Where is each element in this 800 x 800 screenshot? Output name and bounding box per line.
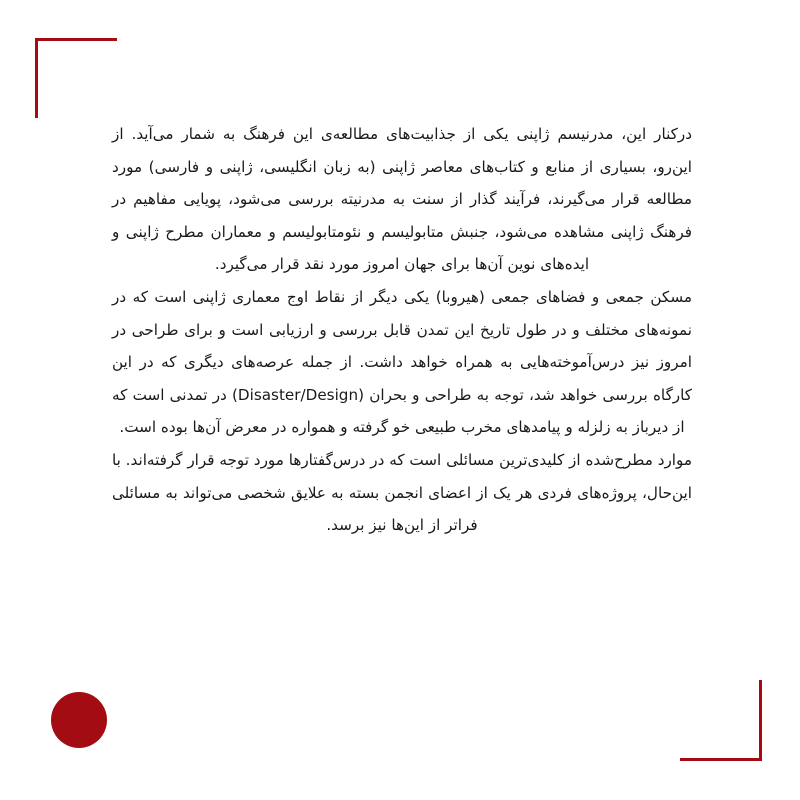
paragraph-2: [112, 281, 692, 444]
paragraph-1: درکنار این، مدرنیسم ژاپنی یکی از جذابیت‌های مطالعه‌ی این فرهنگ به شمار می‌آید. از این‌رو، بسیاری از منابع و کتاب‌های معاصر ژاپنی (به زبان انگلیسی، ژاپنی و فارسی) مورد مطالعه قرار می‌گیرند، فرآیند گذار از سنت به مدرنیته بررسی می‌شود، پویایی مفاهیم در فرهنگ ژاپنی مشاهده می‌شود، جنبش متابولیسم و نئومتابولیسم و معماران مطرح ژاپنی و ایده‌های نوین آن‌ها برای جهان امروز مورد نقد قرار می‌گیرد.: [112, 125, 692, 274]
corner-bracket-top-left-horizontal: [35, 38, 117, 41]
corner-bracket-bottom-right-vertical: [759, 680, 762, 761]
paragraph-2-text-before: مسکن جمعی و فضاهای جمعی (هیروبا) یکی دیگر از نقاط اوج معماری ژاپنی است که در نمونه‌های مختلف و در طول تاریخ این تمدن قابل بررسی و ارزیابی است و برای طراحی در امروز نیز درس‌آموخته‌هایی به همراه خواهد داشت. از جمله عرصه‌های دیگری که در این کارگاه بررسی خواهد شد، توجه به طراحی و بحران (: [112, 287, 692, 404]
decorative-circle: [51, 692, 107, 748]
paragraph-2-latin-term: Disaster/Design: [237, 385, 359, 404]
paragraph-2-text-after: ) در تمدنی است که از دیرباز به زلزله و پیامدهای مخرب طبیعی خو گرفته و همواره در معرض آن‌ها بوده است.: [112, 385, 685, 437]
corner-bracket-top-left-vertical: [35, 38, 38, 118]
paragraph-3: موارد مطرح‌شده از کلیدی‌ترین مسائلی است که در درس‌گفتارها مورد توجه قرار گرفته‌اند. با این‌حال، پروژه‌های فردی هر یک از اعضای انجمن بسته به علایق شخصی می‌تواند به مسائلی فراتر از این‌ها نیز برسد.: [112, 450, 692, 535]
corner-bracket-bottom-right-horizontal: [680, 758, 762, 761]
body-text: [112, 118, 692, 542]
